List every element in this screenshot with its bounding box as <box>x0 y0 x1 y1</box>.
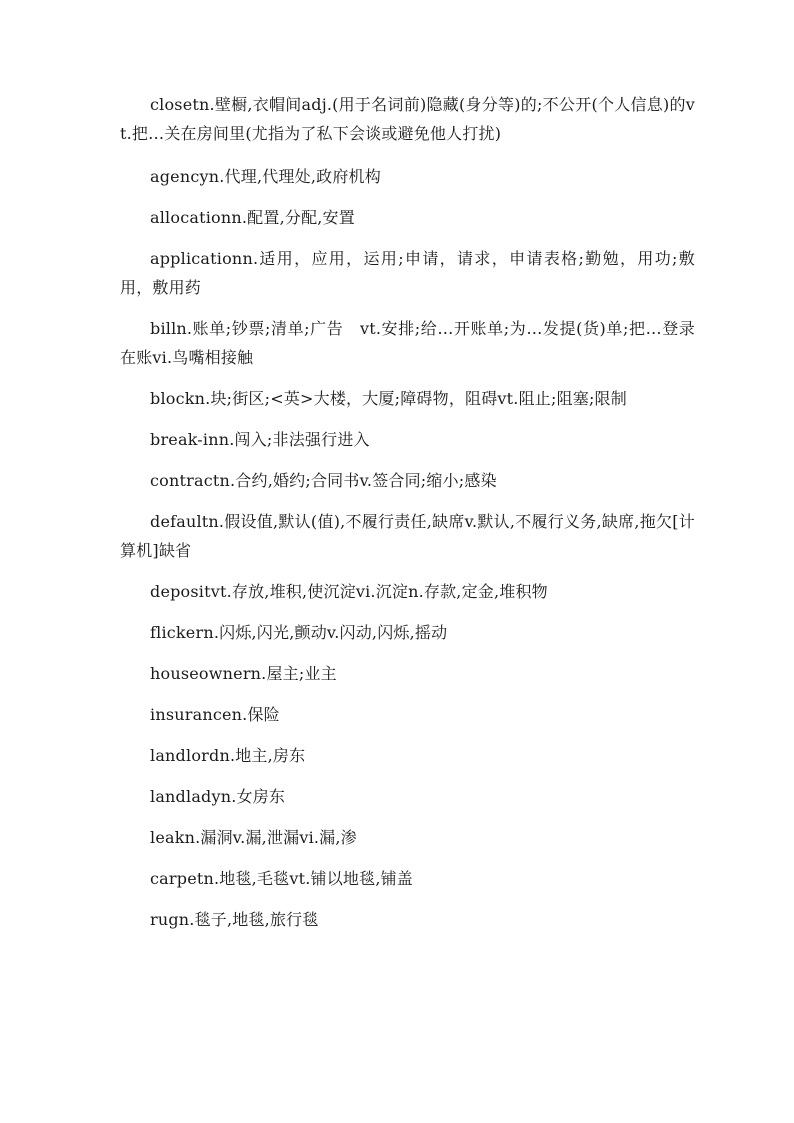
vocab-entry-carpet: carpetn.地毯,毛毯vt.铺以地毯,铺盖 <box>150 869 414 888</box>
vocab-entry-application: applicationn.适用，应用，运用;申请，请求，申请表格;勤勉，用功;敷用，敷用药 <box>120 249 695 297</box>
vocab-entry-houseowner: houseownern.屋主;业主 <box>150 664 337 683</box>
vocab-entry-deposit: depositvt.存放,堆积,使沉淀vi.沉淀n.存款,定金,堆积物 <box>150 582 548 601</box>
vocab-entry-leak: leakn.漏洞v.漏,泄漏vi.漏,渗 <box>150 828 357 847</box>
vocab-entry-allocation: allocationn.配置,分配,安置 <box>150 208 355 227</box>
vocab-entry-break-in: break-inn.闯入;非法强行进入 <box>150 430 370 449</box>
vocab-entry-closet: closetn.壁橱,衣帽间adj.(用于名词前)隐藏(身分等)的;不公开(个人信息)的vt.把…关在房间里(尤指为了私下会谈或避免他人打扰) <box>120 95 695 143</box>
vocabulary-list <box>120 90 695 946</box>
vocab-entry-block: blockn.块;街区;<英>大楼，大厦;障碍物，阻碍vt.阻止;阻塞;限制 <box>150 389 627 408</box>
vocab-entry-landlord: landlordn.地主,房东 <box>150 746 306 765</box>
vocab-entry-insurance: insurancen.保险 <box>150 705 280 724</box>
vocab-entry-contract: contractn.合约,婚约;合同书v.签合同;缩小;感染 <box>150 471 497 490</box>
vocab-entry-flicker: flickern.闪烁,闪光,颤动v.闪动,闪烁,摇动 <box>150 623 448 642</box>
vocab-entry-rug: rugn.毯子,地毯,旅行毯 <box>150 910 319 929</box>
vocab-entry-default: defaultn.假设值,默认(值),不履行责任,缺席v.默认,不履行义务,缺席,拖欠[计算机]缺省 <box>120 512 695 560</box>
vocab-entry-landlady: landladyn.女房东 <box>150 787 286 806</box>
vocab-entry-agency: agencyn.代理,代理处,政府机构 <box>150 167 381 186</box>
vocab-entry-bill: billn.账单;钞票;清单;广告 vt.安排;给…开账单;为…发提(货)单;把…登录在账vi.鸟嘴相接触 <box>120 319 695 367</box>
